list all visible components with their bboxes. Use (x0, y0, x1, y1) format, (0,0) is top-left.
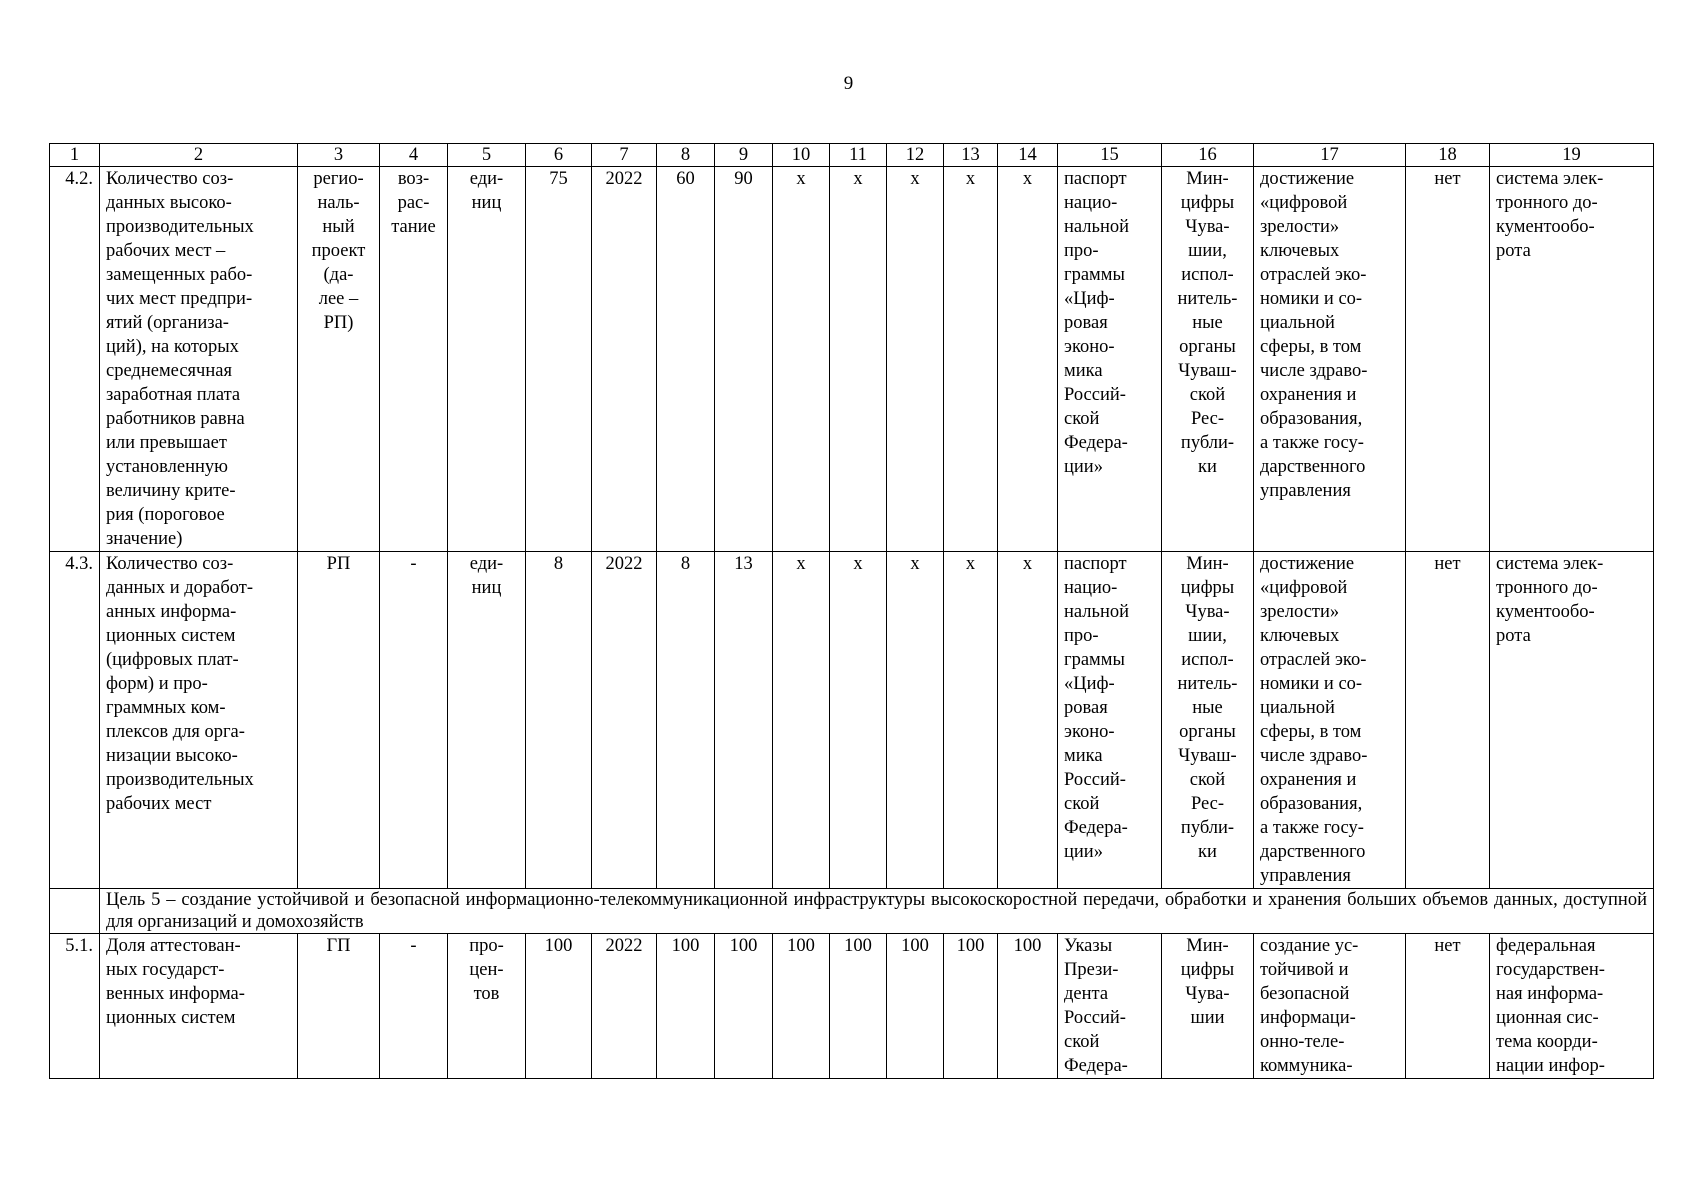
cell-col-13 (944, 167, 998, 552)
cell-text: x (1022, 169, 1033, 189)
cell-col-19 (1490, 934, 1654, 1079)
cell-text: 2022 (605, 169, 643, 189)
goal-row (50, 889, 1654, 934)
cell-text: 100 (901, 936, 929, 956)
table-row (50, 552, 1654, 889)
cell-text: x (910, 169, 920, 189)
cell-text: x (796, 554, 806, 574)
cell-text: 4.3. (65, 554, 93, 574)
cell-col-6 (526, 934, 592, 1079)
cell-col-6 (526, 167, 592, 552)
column-number: 1 (50, 144, 100, 167)
cell-text: x (965, 554, 976, 574)
cell-text: еди- ниц (469, 554, 504, 598)
cell-text: 2022 (605, 554, 643, 574)
cell-col-16 (1162, 552, 1254, 889)
cell-text: 8 (680, 554, 691, 574)
cell-col-8 (657, 552, 715, 889)
column-number: 13 (944, 144, 998, 167)
cell-col-3 (298, 167, 380, 552)
cell-col-6 (526, 552, 592, 889)
cell-text: x (910, 554, 920, 574)
cell-text: система элек- тронного до- кументообо- рота (1496, 554, 1604, 646)
cell-text: 100 (956, 936, 985, 956)
cell-col-4 (380, 167, 448, 552)
cell-col-9 (715, 167, 773, 552)
column-number: 4 (380, 144, 448, 167)
cell-text: достижение «цифровой зрелости» ключевых отраслей эко- номики и со- циальной сферы, в том числе здраво- охранения и образования, а также госу- дарственного управления (1260, 554, 1368, 886)
cell-col-10 (773, 934, 830, 1079)
cell-text: Мин- цифры Чува- шии, испол- нитель- ные органы Чуваш- ской Рес- публи- ки (1177, 169, 1238, 477)
cell-col-5 (448, 934, 526, 1079)
indicators-table (49, 143, 1654, 1079)
cell-text: x (1022, 554, 1033, 574)
cell-text: нет (1434, 169, 1461, 189)
column-number: 11 (830, 144, 887, 167)
cell-text: 2022 (605, 936, 643, 956)
cell-text: 100 (544, 936, 573, 956)
cell-text: нет (1434, 554, 1461, 574)
cell-text: x (853, 554, 863, 574)
cell-col-5 (448, 167, 526, 552)
cell-text: ГП (326, 936, 351, 956)
cell-col-17 (1254, 167, 1406, 552)
goal-text: Цель 5 – создание устойчивой и безопасной информационно-телекоммуникационной инфраструктуры высокоскоростной передачи, обработки и хранения больших объемов данных, доступной для организаций и домохозяйств (100, 889, 1654, 934)
column-number: 10 (773, 144, 830, 167)
column-number: 2 (100, 144, 298, 167)
cell-col-19 (1490, 167, 1654, 552)
cell-col-12 (887, 552, 944, 889)
cell-col-17 (1254, 934, 1406, 1079)
cell-text: нет (1434, 936, 1461, 956)
cell-text: про- цен- тов (469, 936, 504, 1004)
column-number: 14 (998, 144, 1058, 167)
cell-col-12 (887, 167, 944, 552)
column-number: 6 (526, 144, 592, 167)
cell-col-14 (998, 552, 1058, 889)
cell-col-5 (448, 552, 526, 889)
cell-col-18 (1406, 167, 1490, 552)
cell-text: x (796, 169, 806, 189)
cell-text: x (853, 169, 863, 189)
cell-col-4 (380, 934, 448, 1079)
column-number: 3 (298, 144, 380, 167)
cell-text: Количество соз- данных высоко- производительных рабочих мест – замещенных рабо- чих мест предпри- ятий (организа- ций), на которых среднемесячная заработная плата работников равна или превышает установленную величину крите- рия (пороговое значение) (106, 169, 254, 549)
cell-text: достижение «цифровой зрелости» ключевых отраслей эко- номики и со- циальной сферы, в том числе здраво- охранения и образования, а также госу- дарственного управления (1260, 169, 1368, 501)
cell-text: система элек- тронного до- кументообо- рота (1496, 169, 1604, 261)
cell-text: - (410, 554, 417, 574)
cell-col-12 (887, 934, 944, 1079)
cell-col-11 (830, 552, 887, 889)
cell-col-3 (298, 552, 380, 889)
column-number: 7 (592, 144, 657, 167)
table-row (50, 167, 1654, 552)
cell-col-2 (100, 934, 298, 1079)
cell-text: еди- ниц (469, 169, 504, 213)
cell-col-3 (298, 934, 380, 1079)
cell-text: 75 (549, 169, 568, 189)
cell-col-11 (830, 934, 887, 1079)
column-number: 16 (1162, 144, 1254, 167)
cell-text: 60 (676, 169, 695, 189)
cell-col-13 (944, 934, 998, 1079)
column-number: 8 (657, 144, 715, 167)
cell-text: 100 (844, 936, 872, 956)
column-number: 5 (448, 144, 526, 167)
cell-col-18 (1406, 552, 1490, 889)
column-number: 9 (715, 144, 773, 167)
cell-text: регио- наль- ный проект (да- лее – РП) (311, 169, 366, 333)
cell-col-4 (380, 552, 448, 889)
cell-text: Количество соз- данных и доработ- анных информа- ционных систем (цифровых плат- форм) и про- граммных ком- плексов для орга- низации высоко- производительных рабочих мест (106, 554, 254, 814)
page-number: 9 (843, 73, 854, 94)
cell-col-14 (998, 934, 1058, 1079)
table-row (50, 934, 1654, 1079)
cell-col-7 (592, 552, 657, 889)
cell-col-7 (592, 934, 657, 1079)
cell-text: создание ус- тойчивой и безопасной информаци- онно-теле- коммуника- (1260, 936, 1359, 1076)
cell-text: 90 (734, 169, 753, 189)
cell-text: 100 (729, 936, 758, 956)
row-number (50, 167, 100, 552)
cell-col-8 (657, 167, 715, 552)
cell-col-2 (100, 552, 298, 889)
cell-col-10 (773, 552, 830, 889)
cell-col-15 (1058, 934, 1162, 1079)
cell-text: Доля аттестован- ных государст- венных информа- ционных систем (106, 936, 245, 1028)
cell-col-14 (998, 167, 1058, 552)
cell-text: - (410, 936, 417, 956)
cell-text: федеральная государствен- ная информа- ционная сис- тема коорди- нации инфор- (1496, 936, 1605, 1076)
goal-row-number (50, 889, 100, 934)
column-number: 17 (1254, 144, 1406, 167)
cell-text: 8 (553, 554, 564, 574)
row-number (50, 552, 100, 889)
cell-text: 100 (1013, 936, 1042, 956)
cell-col-17 (1254, 552, 1406, 889)
header-row (50, 144, 1654, 167)
cell-text: Мин- цифры Чува- шии (1180, 936, 1235, 1028)
cell-col-2 (100, 167, 298, 552)
cell-col-15 (1058, 552, 1162, 889)
column-number: 15 (1058, 144, 1162, 167)
cell-text: 100 (787, 936, 815, 956)
cell-text: x (965, 169, 976, 189)
cell-col-11 (830, 167, 887, 552)
cell-col-13 (944, 552, 998, 889)
cell-text: РП (326, 554, 351, 574)
cell-text: 100 (671, 936, 700, 956)
cell-text: паспорт нацио- нальной про- граммы «Циф- ровая эконо- мика Россий- ской Федера- ции» (1064, 169, 1129, 477)
cell-col-9 (715, 934, 773, 1079)
cell-col-18 (1406, 934, 1490, 1079)
column-number: 18 (1406, 144, 1490, 167)
cell-col-19 (1490, 552, 1654, 889)
cell-text: 5.1. (65, 936, 93, 956)
row-number (50, 934, 100, 1079)
column-number: 12 (887, 144, 944, 167)
column-number: 19 (1490, 144, 1654, 167)
cell-col-8 (657, 934, 715, 1079)
cell-text: Указы Прези- дента Россий- ской Федера- (1064, 936, 1128, 1076)
cell-text: 4.2. (65, 169, 93, 189)
cell-col-10 (773, 167, 830, 552)
cell-text: 13 (734, 554, 753, 574)
cell-text: воз- рас- тание (391, 169, 436, 237)
cell-col-16 (1162, 167, 1254, 552)
cell-col-9 (715, 552, 773, 889)
cell-col-7 (592, 167, 657, 552)
cell-col-15 (1058, 167, 1162, 552)
cell-text: Мин- цифры Чува- шии, испол- нитель- ные органы Чуваш- ской Рес- публи- ки (1177, 554, 1238, 862)
cell-col-16 (1162, 934, 1254, 1079)
cell-text: паспорт нацио- нальной про- граммы «Циф- ровая эконо- мика Россий- ской Федера- ции» (1064, 554, 1129, 862)
